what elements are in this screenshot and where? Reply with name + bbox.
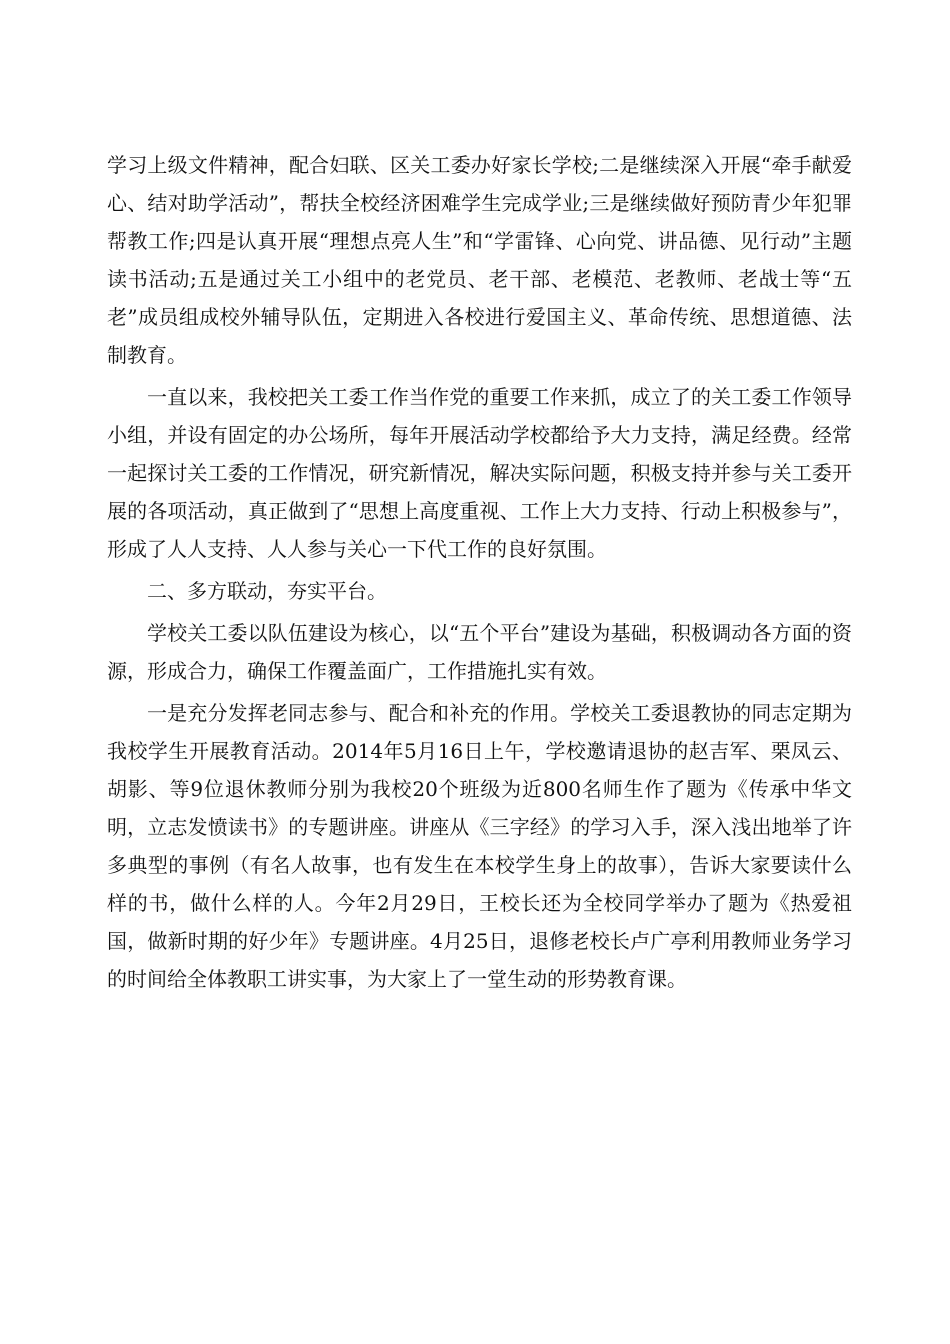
paragraph-leadership: 一直以来，我校把关工委工作当作党的重要工作来抓，成立了的关工委工作领导小组，并设有固定的办公场所，每年开展活动学校都给予大力支持，满足经费。经常一起探讨关工委的工作情况，研究新情况，解决实际问题，积极支持并参与关工委开展的各项活动，真正做到了“思想上高度重视、工作上大力支持、行动上积极参与”，形成了人人支持、人人参与关心一下代工作的良好氛围。: [107, 385, 852, 561]
paragraph-continuation: 学习上级文件精神，配合妇联、区关工委办好家长学校;二是继续深入开展“牵手献爱心、结对助学活动”，帮扶全校经济困难学生完成学业;三是继续做好预防青少年犯罪帮教工作;四是认真开展“理想点亮人生”和“学雷锋、心向党、讲品德、见行动”主题读书活动;五是通过关工小组中的老党员、老干部、老模范、老教师、老战士等“五老”成员组成校外辅导队伍，定期进入各校进行爱国主义、革命传统、思想道德、法制教育。: [107, 153, 852, 367]
section-heading: 二、多方联动，夯实平台。: [147, 579, 387, 603]
paragraph-veterans: 一是充分发挥老同志参与、配合和补充的作用。学校关工委退教协的同志定期为我校学生开展教育活动。2014年5月16日上午，学校邀请退协的赵吉军、栗凤云、胡影、等9位退休教师分别为我校20个班级为近800名师生作了题为《传承中华文明，立志发愤读书》的专题讲座。讲座从《三字经》的学习入手，深入浅出地举了许多典型的事例（有名人故事，也有发生在本校学生身上的故事），告诉大家要读什么样的书，做什么样的人。今年2月29日，王校长还为全校同学举办了题为《热爱祖国，做新时期的好少年》专题讲座。4月25日，退修老校长卢广亭利用教师业务学习的时间给全体教职工讲实事，为大家上了一堂生动的形势教育课。: [107, 701, 852, 991]
paragraph-platforms: 学校关工委以队伍建设为核心，以“五个平台”建设为基础，积极调动各方面的资源，形成合力，确保工作覆盖面广，工作措施扎实有效。: [107, 621, 852, 683]
document-body: [107, 146, 852, 1002]
